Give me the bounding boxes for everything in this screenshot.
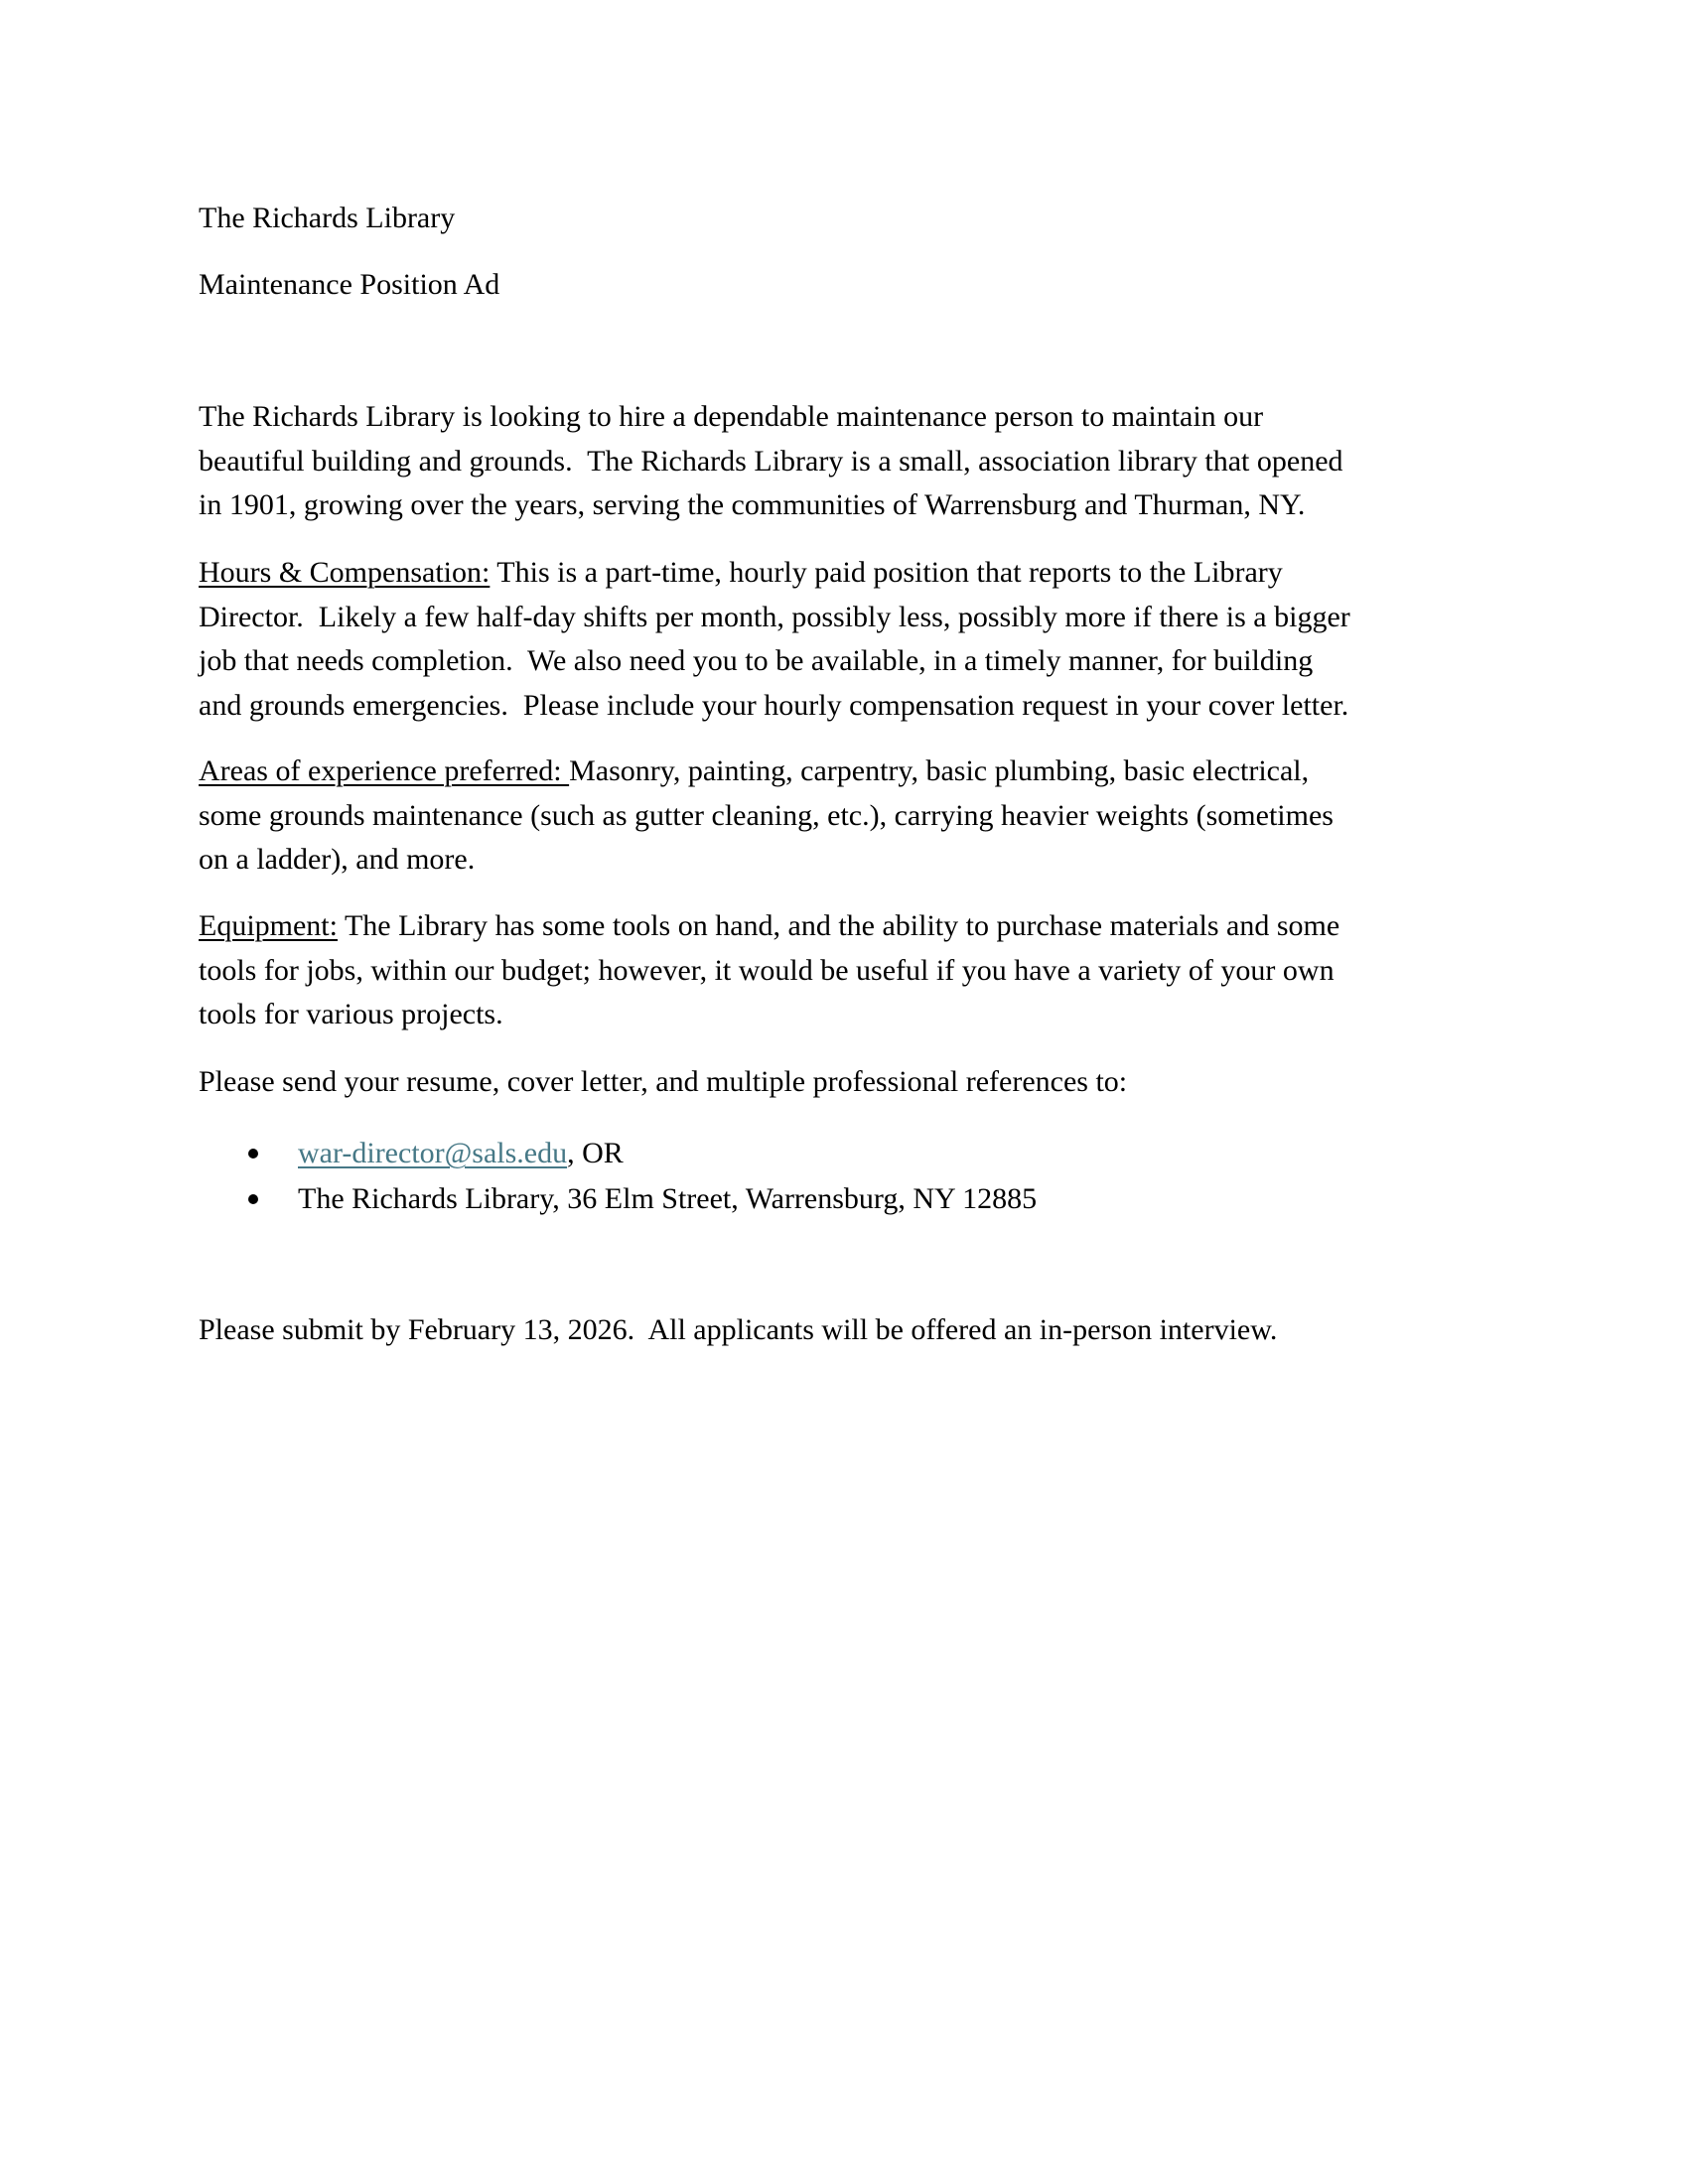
intro-line: beautiful building and grounds. The Richards Library is a small, association library that opened xyxy=(199,444,1343,478)
equipment-line xyxy=(199,904,1499,949)
experience-line: on a ladder), and more. xyxy=(199,843,476,876)
hours-line xyxy=(199,551,1499,596)
equipment-paragraph xyxy=(199,904,1499,1037)
hours-compensation-label: Hours & Compensation: xyxy=(199,556,491,589)
hours-line: and grounds emergencies. Please include your hourly compensation request in your cover letter. xyxy=(199,688,1349,722)
bullet-icon xyxy=(248,1194,258,1204)
experience-line xyxy=(199,750,1499,794)
organization-heading: The Richards Library xyxy=(199,202,456,234)
equipment-label: Equipment: xyxy=(199,909,338,942)
hours-compensation-paragraph xyxy=(199,551,1499,728)
contact-item-address xyxy=(199,1176,1037,1222)
intro-line: The Richards Library is looking to hire a dependable maintenance person to maintain our xyxy=(199,400,1264,433)
intro-paragraph xyxy=(199,395,1499,528)
equipment-line: tools for jobs, within our budget; however, it would be useful if you have a variety of your own xyxy=(199,953,1335,987)
email-suffix: , OR xyxy=(567,1137,624,1169)
closing-statement: Please submit by February 13, 2026. All applicants will be offered an in-person interview. xyxy=(199,1313,1278,1346)
experience-label: Areas of experience preferred: xyxy=(199,754,570,787)
bullet-icon xyxy=(248,1149,258,1159)
contact-list xyxy=(199,1131,1037,1222)
contact-item-email xyxy=(199,1131,1037,1176)
mailing-address: The Richards Library, 36 Elm Street, Warrensburg, NY 12885 xyxy=(298,1182,1038,1215)
equipment-text: The Library has some tools on hand, and the ability to purchase materials and some xyxy=(337,909,1340,942)
hours-line: job that needs completion. We also need you to be available, in a timely manner, for building xyxy=(199,644,1314,677)
experience-line: some grounds maintenance (such as gutter cleaning, etc.), carrying heavier weights (sometimes xyxy=(199,798,1334,832)
email-link[interactable]: war-director@sals.edu xyxy=(298,1137,568,1169)
equipment-line: tools for various projects. xyxy=(199,998,503,1030)
experience-text: Masonry, painting, carpentry, basic plumbing, basic electrical, xyxy=(569,754,1310,787)
intro-line: in 1901, growing over the years, serving the communities of Warrensburg and Thurman, NY. xyxy=(199,488,1306,521)
send-instruction: Please send your resume, cover letter, and multiple professional references to: xyxy=(199,1065,1128,1098)
experience-paragraph xyxy=(199,750,1499,883)
hours-line: Director. Likely a few half-day shifts per month, possibly less, possibly more if there is a bigger xyxy=(199,600,1350,633)
document-title: Maintenance Position Ad xyxy=(199,268,500,301)
hours-text: This is a part-time, hourly paid position that reports to the Library xyxy=(490,556,1283,589)
